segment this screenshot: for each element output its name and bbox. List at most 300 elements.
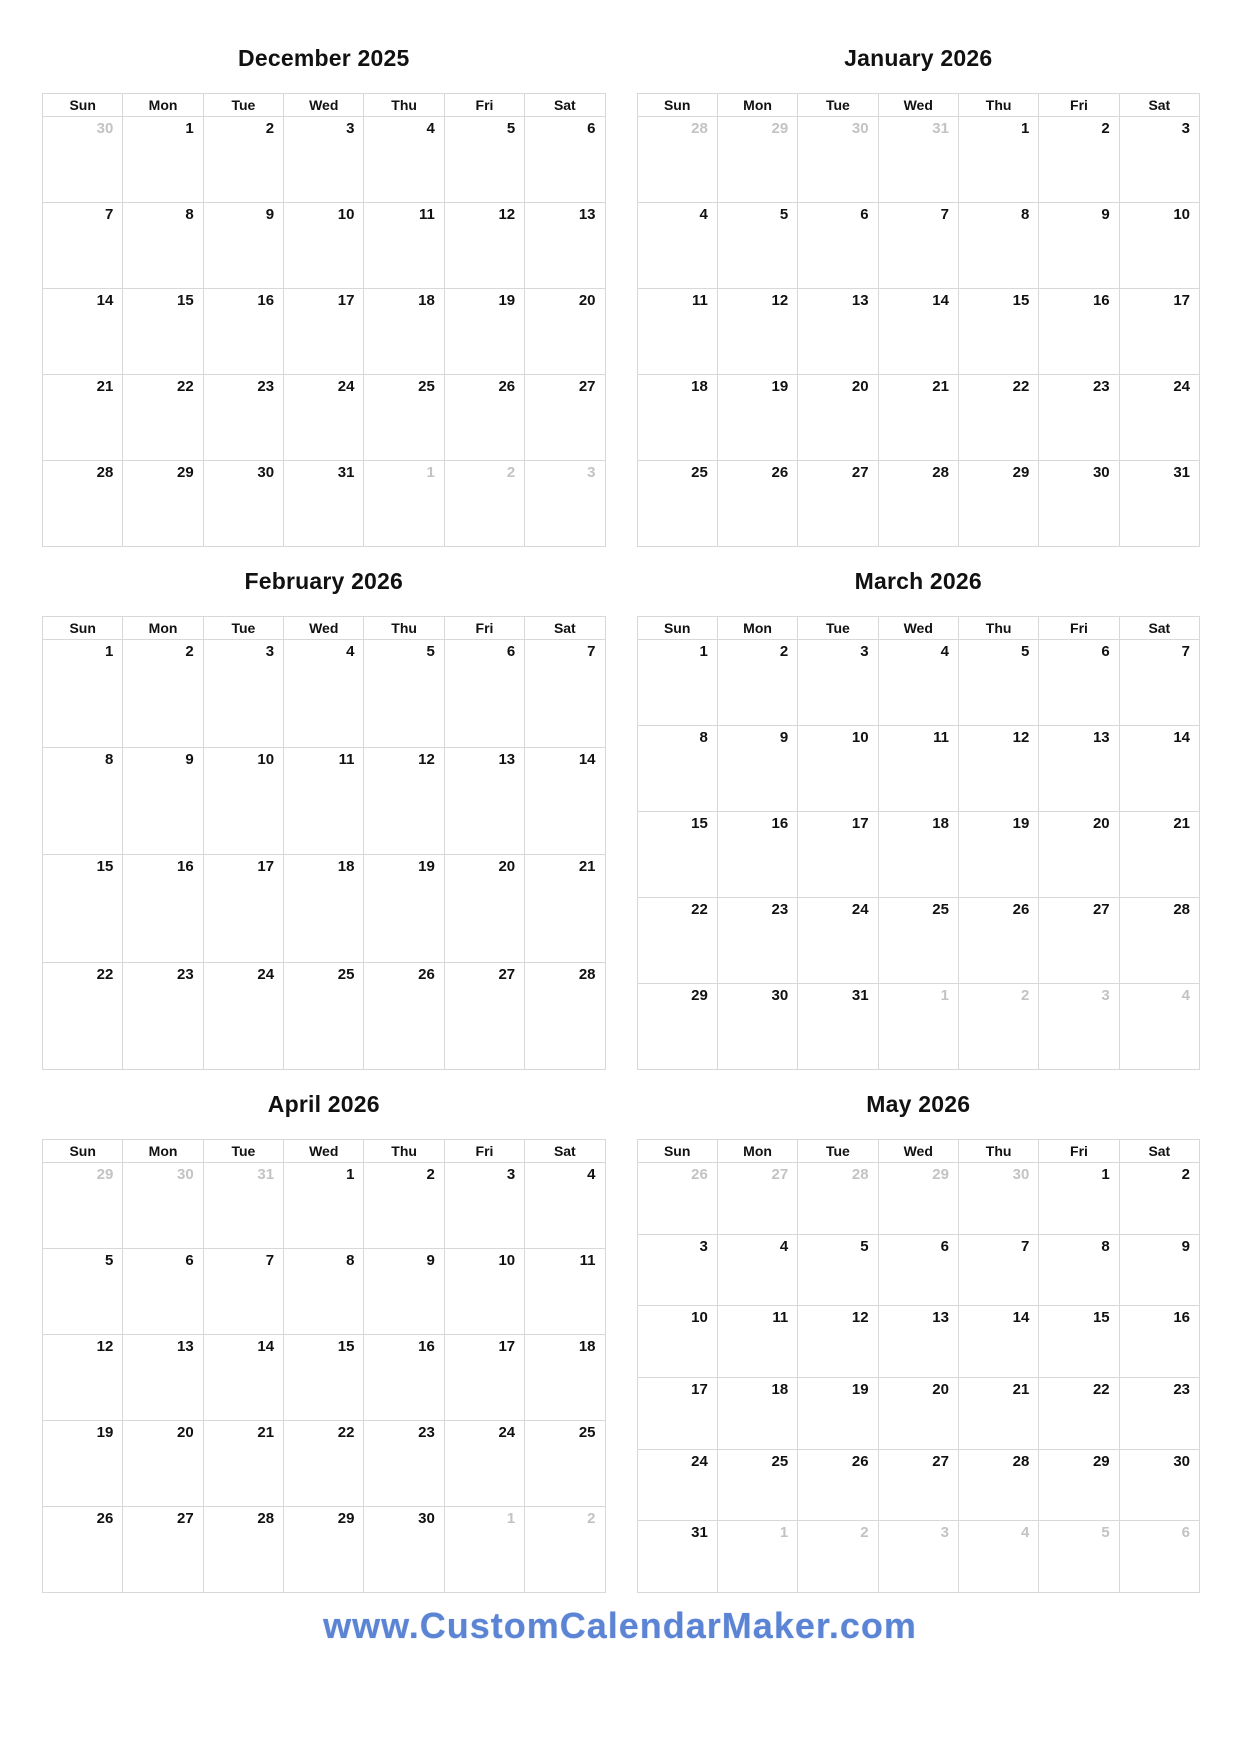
day-cell-adjacent-month: 30 xyxy=(798,117,878,202)
day-cell: 5 xyxy=(43,1249,123,1334)
day-cell: 16 xyxy=(1039,289,1119,374)
day-cell: 27 xyxy=(1039,898,1119,983)
day-cell: 3 xyxy=(798,640,878,725)
day-cell: 21 xyxy=(959,1378,1039,1449)
week-row xyxy=(43,289,605,375)
day-cell: 19 xyxy=(364,855,444,962)
day-cell: 2 xyxy=(123,640,203,747)
day-cell: 20 xyxy=(445,855,525,962)
day-cell: 6 xyxy=(587,120,596,137)
day-cell: 1 xyxy=(284,1163,364,1248)
day-cell: 18 xyxy=(718,1378,798,1449)
month-may-2026 xyxy=(637,1070,1201,1593)
day-cell: 25 xyxy=(284,963,364,1070)
day-cell-adjacent-month: 2 xyxy=(587,1510,596,1527)
week-row xyxy=(638,117,1200,203)
day-cell: 12 xyxy=(364,748,444,855)
day-cell: 11 xyxy=(718,1306,798,1377)
day-cell: 30 xyxy=(364,1507,444,1592)
month-table xyxy=(637,616,1201,1070)
day-cell: 13 xyxy=(879,1306,959,1377)
day-cell: 20 xyxy=(798,375,878,460)
day-cell-adjacent-month: 1 xyxy=(879,984,959,1069)
day-cell: 25 xyxy=(364,375,444,460)
day-cell: 30 xyxy=(204,461,284,546)
day-cell: 31 xyxy=(1173,464,1191,481)
weekday-header: Wed xyxy=(284,617,364,639)
day-cell: 14 xyxy=(1173,729,1191,746)
day-cell: 20 xyxy=(1039,812,1119,897)
day-cell: 18 xyxy=(364,289,444,374)
day-cell: 15 xyxy=(638,812,718,897)
day-cell: 23 xyxy=(1039,375,1119,460)
day-cell: 4 xyxy=(587,1166,596,1183)
day-cell-adjacent-month: 3 xyxy=(1039,984,1119,1069)
week-row xyxy=(43,963,605,1070)
month-april-2026 xyxy=(42,1070,606,1593)
week-row xyxy=(638,375,1200,461)
week-row xyxy=(43,461,605,546)
day-cell: 18 xyxy=(638,375,718,460)
day-cell: 16 xyxy=(123,855,203,962)
day-cell: 13 xyxy=(123,1335,203,1420)
day-cell: 12 xyxy=(445,203,525,288)
week-row xyxy=(43,748,605,856)
day-cell: 29 xyxy=(1039,1450,1119,1521)
day-cell: 21 xyxy=(1173,815,1191,832)
day-cell: 19 xyxy=(959,812,1039,897)
day-cell: 23 xyxy=(1173,1381,1191,1399)
day-cell: 25 xyxy=(638,461,718,546)
day-cell: 26 xyxy=(364,963,444,1070)
weekday-header-row xyxy=(638,617,1200,640)
day-cell: 28 xyxy=(879,461,959,546)
day-cell: 1 xyxy=(959,117,1039,202)
month-title: March 2026 xyxy=(854,568,982,594)
day-cell: 27 xyxy=(798,461,878,546)
day-cell: 4 xyxy=(638,203,718,288)
weekday-header: Thu xyxy=(959,1140,1039,1162)
day-cell: 16 xyxy=(204,289,284,374)
day-cell: 19 xyxy=(718,375,798,460)
weekday-header: Thu xyxy=(959,94,1039,116)
day-cell: 19 xyxy=(445,289,525,374)
day-cell: 17 xyxy=(1173,292,1191,309)
week-row xyxy=(43,117,605,203)
day-cell: 5 xyxy=(445,117,525,202)
day-cell: 10 xyxy=(638,1306,718,1377)
day-cell: 8 xyxy=(1039,1235,1119,1306)
day-cell-adjacent-month: 29 xyxy=(718,117,798,202)
weekday-header: Sun xyxy=(638,94,718,116)
day-cell-adjacent-month: 5 xyxy=(1039,1521,1119,1592)
week-row xyxy=(43,1421,605,1507)
day-cell: 5 xyxy=(718,203,798,288)
day-cell: 9 xyxy=(1181,1237,1191,1255)
day-cell: 3 xyxy=(445,1163,525,1248)
month-title: December 2025 xyxy=(238,45,410,71)
day-cell: 6 xyxy=(1039,640,1119,725)
day-cell: 21 xyxy=(578,858,596,875)
weekday-header: Fri xyxy=(445,1140,525,1162)
week-row xyxy=(638,812,1200,898)
day-cell: 26 xyxy=(43,1507,123,1592)
weekday-header-row xyxy=(638,94,1200,117)
day-cell: 7 xyxy=(1181,643,1191,660)
weekday-header: Wed xyxy=(879,617,959,639)
week-row xyxy=(638,1450,1200,1522)
month-table xyxy=(637,93,1201,547)
day-cell: 29 xyxy=(284,1507,364,1592)
day-cell: 30 xyxy=(1173,1452,1191,1470)
day-cell: 15 xyxy=(43,855,123,962)
day-cell: 24 xyxy=(445,1421,525,1506)
day-cell: 5 xyxy=(364,640,444,747)
week-row xyxy=(43,375,605,461)
weekday-header: Wed xyxy=(284,1140,364,1162)
weekday-header: Fri xyxy=(1039,1140,1119,1162)
day-cell: 5 xyxy=(959,640,1039,725)
month-table xyxy=(637,1139,1201,1593)
day-cell: 24 xyxy=(284,375,364,460)
day-cell: 23 xyxy=(364,1421,444,1506)
day-cell: 1 xyxy=(1039,1163,1119,1234)
day-cell: 2 xyxy=(1181,1166,1191,1183)
day-cell: 20 xyxy=(879,1378,959,1449)
watermark-text: www.CustomCalendarMaker.com xyxy=(323,1605,917,1646)
day-cell: 22 xyxy=(284,1421,364,1506)
day-cell: 10 xyxy=(284,203,364,288)
day-cell: 25 xyxy=(879,898,959,983)
day-cell: 16 xyxy=(364,1335,444,1420)
day-cell: 7 xyxy=(43,203,123,288)
weekday-header: Wed xyxy=(284,94,364,116)
weekday-header: Thu xyxy=(364,94,444,116)
weekday-header: Sat xyxy=(553,620,576,636)
week-row xyxy=(43,1163,605,1249)
day-cell: 10 xyxy=(204,748,284,855)
weekday-header: Mon xyxy=(123,617,203,639)
day-cell: 17 xyxy=(638,1378,718,1449)
day-cell: 2 xyxy=(204,117,284,202)
day-cell: 7 xyxy=(959,1235,1039,1306)
day-cell: 11 xyxy=(284,748,364,855)
month-title: February 2026 xyxy=(244,568,404,594)
weekday-header-row xyxy=(638,1140,1200,1163)
month-march-2026 xyxy=(637,547,1201,1070)
day-cell: 7 xyxy=(879,203,959,288)
day-cell: 6 xyxy=(798,203,878,288)
weekday-header: Sun xyxy=(43,617,123,639)
month-title: April 2026 xyxy=(267,1091,380,1117)
weekday-header: Sun xyxy=(638,617,718,639)
weekday-header: Mon xyxy=(718,1140,798,1162)
day-cell: 23 xyxy=(204,375,284,460)
weekday-header: Tue xyxy=(204,617,284,639)
weekday-header: Sun xyxy=(43,1140,123,1162)
weekday-header: Thu xyxy=(364,617,444,639)
month-february-2026 xyxy=(42,547,606,1070)
day-cell: 28 xyxy=(43,461,123,546)
day-cell: 4 xyxy=(364,117,444,202)
day-cell-adjacent-month: 1 xyxy=(718,1521,798,1592)
day-cell: 22 xyxy=(638,898,718,983)
week-row xyxy=(43,1507,605,1592)
day-cell-adjacent-month: 4 xyxy=(1181,987,1191,1004)
week-row xyxy=(638,1378,1200,1450)
day-cell: 15 xyxy=(123,289,203,374)
day-cell: 7 xyxy=(204,1249,284,1334)
day-cell: 19 xyxy=(43,1421,123,1506)
weekday-header: Sun xyxy=(43,94,123,116)
day-cell: 1 xyxy=(43,640,123,747)
day-cell: 2 xyxy=(1039,117,1119,202)
weekday-header: Thu xyxy=(364,1140,444,1162)
month-december-2025 xyxy=(42,24,606,547)
day-cell: 13 xyxy=(578,206,596,223)
day-cell: 22 xyxy=(123,375,203,460)
day-cell-adjacent-month: 1 xyxy=(364,461,444,546)
week-row xyxy=(638,640,1200,726)
week-row xyxy=(638,1163,1200,1235)
day-cell: 30 xyxy=(1039,461,1119,546)
weekday-header: Sat xyxy=(553,1143,576,1159)
day-cell: 1 xyxy=(638,640,718,725)
day-cell: 4 xyxy=(284,640,364,747)
day-cell: 8 xyxy=(284,1249,364,1334)
day-cell: 24 xyxy=(1173,378,1191,395)
day-cell: 27 xyxy=(879,1450,959,1521)
day-cell-adjacent-month: 30 xyxy=(959,1163,1039,1234)
day-cell: 11 xyxy=(579,1252,596,1269)
month-title: May 2026 xyxy=(866,1091,971,1117)
day-cell: 8 xyxy=(638,726,718,811)
day-cell: 6 xyxy=(445,640,525,747)
day-cell: 29 xyxy=(959,461,1039,546)
day-cell: 28 xyxy=(1173,901,1191,918)
day-cell: 3 xyxy=(204,640,284,747)
day-cell: 3 xyxy=(1181,120,1191,137)
day-cell-adjacent-month: 31 xyxy=(204,1163,284,1248)
day-cell: 9 xyxy=(1039,203,1119,288)
weekday-header: Tue xyxy=(798,617,878,639)
day-cell: 19 xyxy=(798,1378,878,1449)
day-cell-adjacent-month: 30 xyxy=(43,117,123,202)
day-cell-adjacent-month: 29 xyxy=(43,1163,123,1248)
day-cell: 18 xyxy=(879,812,959,897)
week-row xyxy=(638,461,1200,546)
weekday-header: Tue xyxy=(204,1140,284,1162)
weekday-header: Sat xyxy=(1148,620,1171,636)
day-cell: 18 xyxy=(284,855,364,962)
day-cell: 18 xyxy=(578,1338,596,1355)
day-cell-adjacent-month: 29 xyxy=(879,1163,959,1234)
day-cell: 12 xyxy=(798,1306,878,1377)
day-cell: 9 xyxy=(718,726,798,811)
day-cell: 11 xyxy=(364,203,444,288)
weekday-header: Thu xyxy=(959,617,1039,639)
day-cell: 13 xyxy=(1039,726,1119,811)
weekday-header: Sat xyxy=(1148,97,1171,113)
weekday-header: Tue xyxy=(798,1140,878,1162)
day-cell: 26 xyxy=(798,1450,878,1521)
day-cell: 31 xyxy=(798,984,878,1069)
weekday-header: Tue xyxy=(204,94,284,116)
day-cell: 28 xyxy=(204,1507,284,1592)
day-cell: 4 xyxy=(879,640,959,725)
day-cell: 8 xyxy=(43,748,123,855)
day-cell: 17 xyxy=(798,812,878,897)
day-cell: 26 xyxy=(445,375,525,460)
day-cell: 22 xyxy=(959,375,1039,460)
day-cell: 20 xyxy=(123,1421,203,1506)
day-cell-adjacent-month: 1 xyxy=(445,1507,525,1592)
day-cell: 27 xyxy=(578,378,596,395)
month-table xyxy=(42,1139,606,1593)
day-cell: 22 xyxy=(43,963,123,1070)
day-cell: 12 xyxy=(43,1335,123,1420)
day-cell: 23 xyxy=(123,963,203,1070)
week-row xyxy=(638,726,1200,812)
day-cell: 6 xyxy=(879,1235,959,1306)
month-january-2026 xyxy=(637,24,1201,547)
day-cell: 31 xyxy=(284,461,364,546)
day-cell: 13 xyxy=(798,289,878,374)
day-cell: 14 xyxy=(959,1306,1039,1377)
weekday-header: Mon xyxy=(718,94,798,116)
day-cell: 25 xyxy=(718,1450,798,1521)
week-row xyxy=(638,1521,1200,1592)
day-cell: 11 xyxy=(879,726,959,811)
week-row xyxy=(638,898,1200,984)
day-cell: 17 xyxy=(445,1335,525,1420)
week-row xyxy=(638,1235,1200,1307)
day-cell: 8 xyxy=(123,203,203,288)
day-cell: 5 xyxy=(798,1235,878,1306)
day-cell: 28 xyxy=(959,1450,1039,1521)
day-cell: 24 xyxy=(204,963,284,1070)
weekday-header-row xyxy=(43,617,605,640)
weekday-header: Mon xyxy=(123,94,203,116)
day-cell: 21 xyxy=(43,375,123,460)
day-cell: 27 xyxy=(123,1507,203,1592)
month-table xyxy=(42,616,606,1070)
week-row xyxy=(43,1249,605,1335)
day-cell: 14 xyxy=(578,750,596,768)
day-cell: 17 xyxy=(204,855,284,962)
day-cell: 26 xyxy=(718,461,798,546)
day-cell-adjacent-month: 26 xyxy=(638,1163,718,1234)
day-cell: 16 xyxy=(1173,1309,1191,1327)
day-cell-adjacent-month: 6 xyxy=(1181,1524,1191,1542)
weekday-header: Fri xyxy=(1039,617,1119,639)
day-cell: 10 xyxy=(1173,206,1191,223)
day-cell: 29 xyxy=(123,461,203,546)
weekday-header: Wed xyxy=(879,1140,959,1162)
day-cell-adjacent-month: 3 xyxy=(587,464,596,481)
day-cell: 12 xyxy=(718,289,798,374)
day-cell: 9 xyxy=(204,203,284,288)
day-cell: 2 xyxy=(718,640,798,725)
day-cell: 23 xyxy=(718,898,798,983)
day-cell: 21 xyxy=(879,375,959,460)
week-row xyxy=(43,203,605,289)
day-cell: 28 xyxy=(578,965,596,983)
day-cell: 15 xyxy=(1039,1306,1119,1377)
weekday-header: Mon xyxy=(123,1140,203,1162)
month-title: January 2026 xyxy=(844,45,993,71)
day-cell: 3 xyxy=(284,117,364,202)
day-cell: 11 xyxy=(638,289,718,374)
day-cell: 24 xyxy=(638,1450,718,1521)
day-cell: 4 xyxy=(718,1235,798,1306)
day-cell: 2 xyxy=(364,1163,444,1248)
day-cell: 14 xyxy=(43,289,123,374)
day-cell: 7 xyxy=(587,643,596,660)
day-cell: 17 xyxy=(284,289,364,374)
day-cell: 10 xyxy=(798,726,878,811)
day-cell-adjacent-month: 30 xyxy=(123,1163,203,1248)
day-cell-adjacent-month: 4 xyxy=(959,1521,1039,1592)
day-cell-adjacent-month: 27 xyxy=(718,1163,798,1234)
weekday-header: Fri xyxy=(1039,94,1119,116)
week-row xyxy=(638,203,1200,289)
weekday-header: Fri xyxy=(445,94,525,116)
day-cell: 30 xyxy=(718,984,798,1069)
week-row xyxy=(638,289,1200,375)
day-cell: 24 xyxy=(798,898,878,983)
day-cell: 27 xyxy=(445,963,525,1070)
day-cell: 6 xyxy=(123,1249,203,1334)
day-cell-adjacent-month: 28 xyxy=(798,1163,878,1234)
weekday-header: Sun xyxy=(638,1140,718,1162)
day-cell-adjacent-month: 2 xyxy=(959,984,1039,1069)
weekday-header: Mon xyxy=(718,617,798,639)
day-cell: 3 xyxy=(638,1235,718,1306)
day-cell: 25 xyxy=(578,1424,596,1441)
day-cell-adjacent-month: 3 xyxy=(879,1521,959,1592)
day-cell: 14 xyxy=(204,1335,284,1420)
day-cell: 16 xyxy=(718,812,798,897)
day-cell: 31 xyxy=(638,1521,718,1592)
day-cell-adjacent-month: 31 xyxy=(879,117,959,202)
month-table xyxy=(42,93,606,547)
day-cell: 9 xyxy=(123,748,203,855)
day-cell: 20 xyxy=(578,292,596,309)
day-cell-adjacent-month: 28 xyxy=(638,117,718,202)
weekday-header-row xyxy=(43,94,605,117)
weekday-header: Tue xyxy=(798,94,878,116)
week-row xyxy=(638,1306,1200,1378)
day-cell-adjacent-month: 2 xyxy=(445,461,525,546)
week-row xyxy=(638,984,1200,1069)
day-cell: 29 xyxy=(638,984,718,1069)
day-cell: 13 xyxy=(445,748,525,855)
weekday-header: Sat xyxy=(553,97,576,113)
weekday-header-row xyxy=(43,1140,605,1163)
day-cell: 12 xyxy=(959,726,1039,811)
day-cell: 21 xyxy=(204,1421,284,1506)
day-cell: 10 xyxy=(445,1249,525,1334)
day-cell: 15 xyxy=(959,289,1039,374)
day-cell: 1 xyxy=(123,117,203,202)
weekday-header: Sat xyxy=(1148,1143,1171,1159)
week-row xyxy=(43,640,605,748)
weekday-header: Wed xyxy=(879,94,959,116)
week-row xyxy=(43,1335,605,1421)
day-cell: 22 xyxy=(1039,1378,1119,1449)
week-row xyxy=(43,855,605,963)
